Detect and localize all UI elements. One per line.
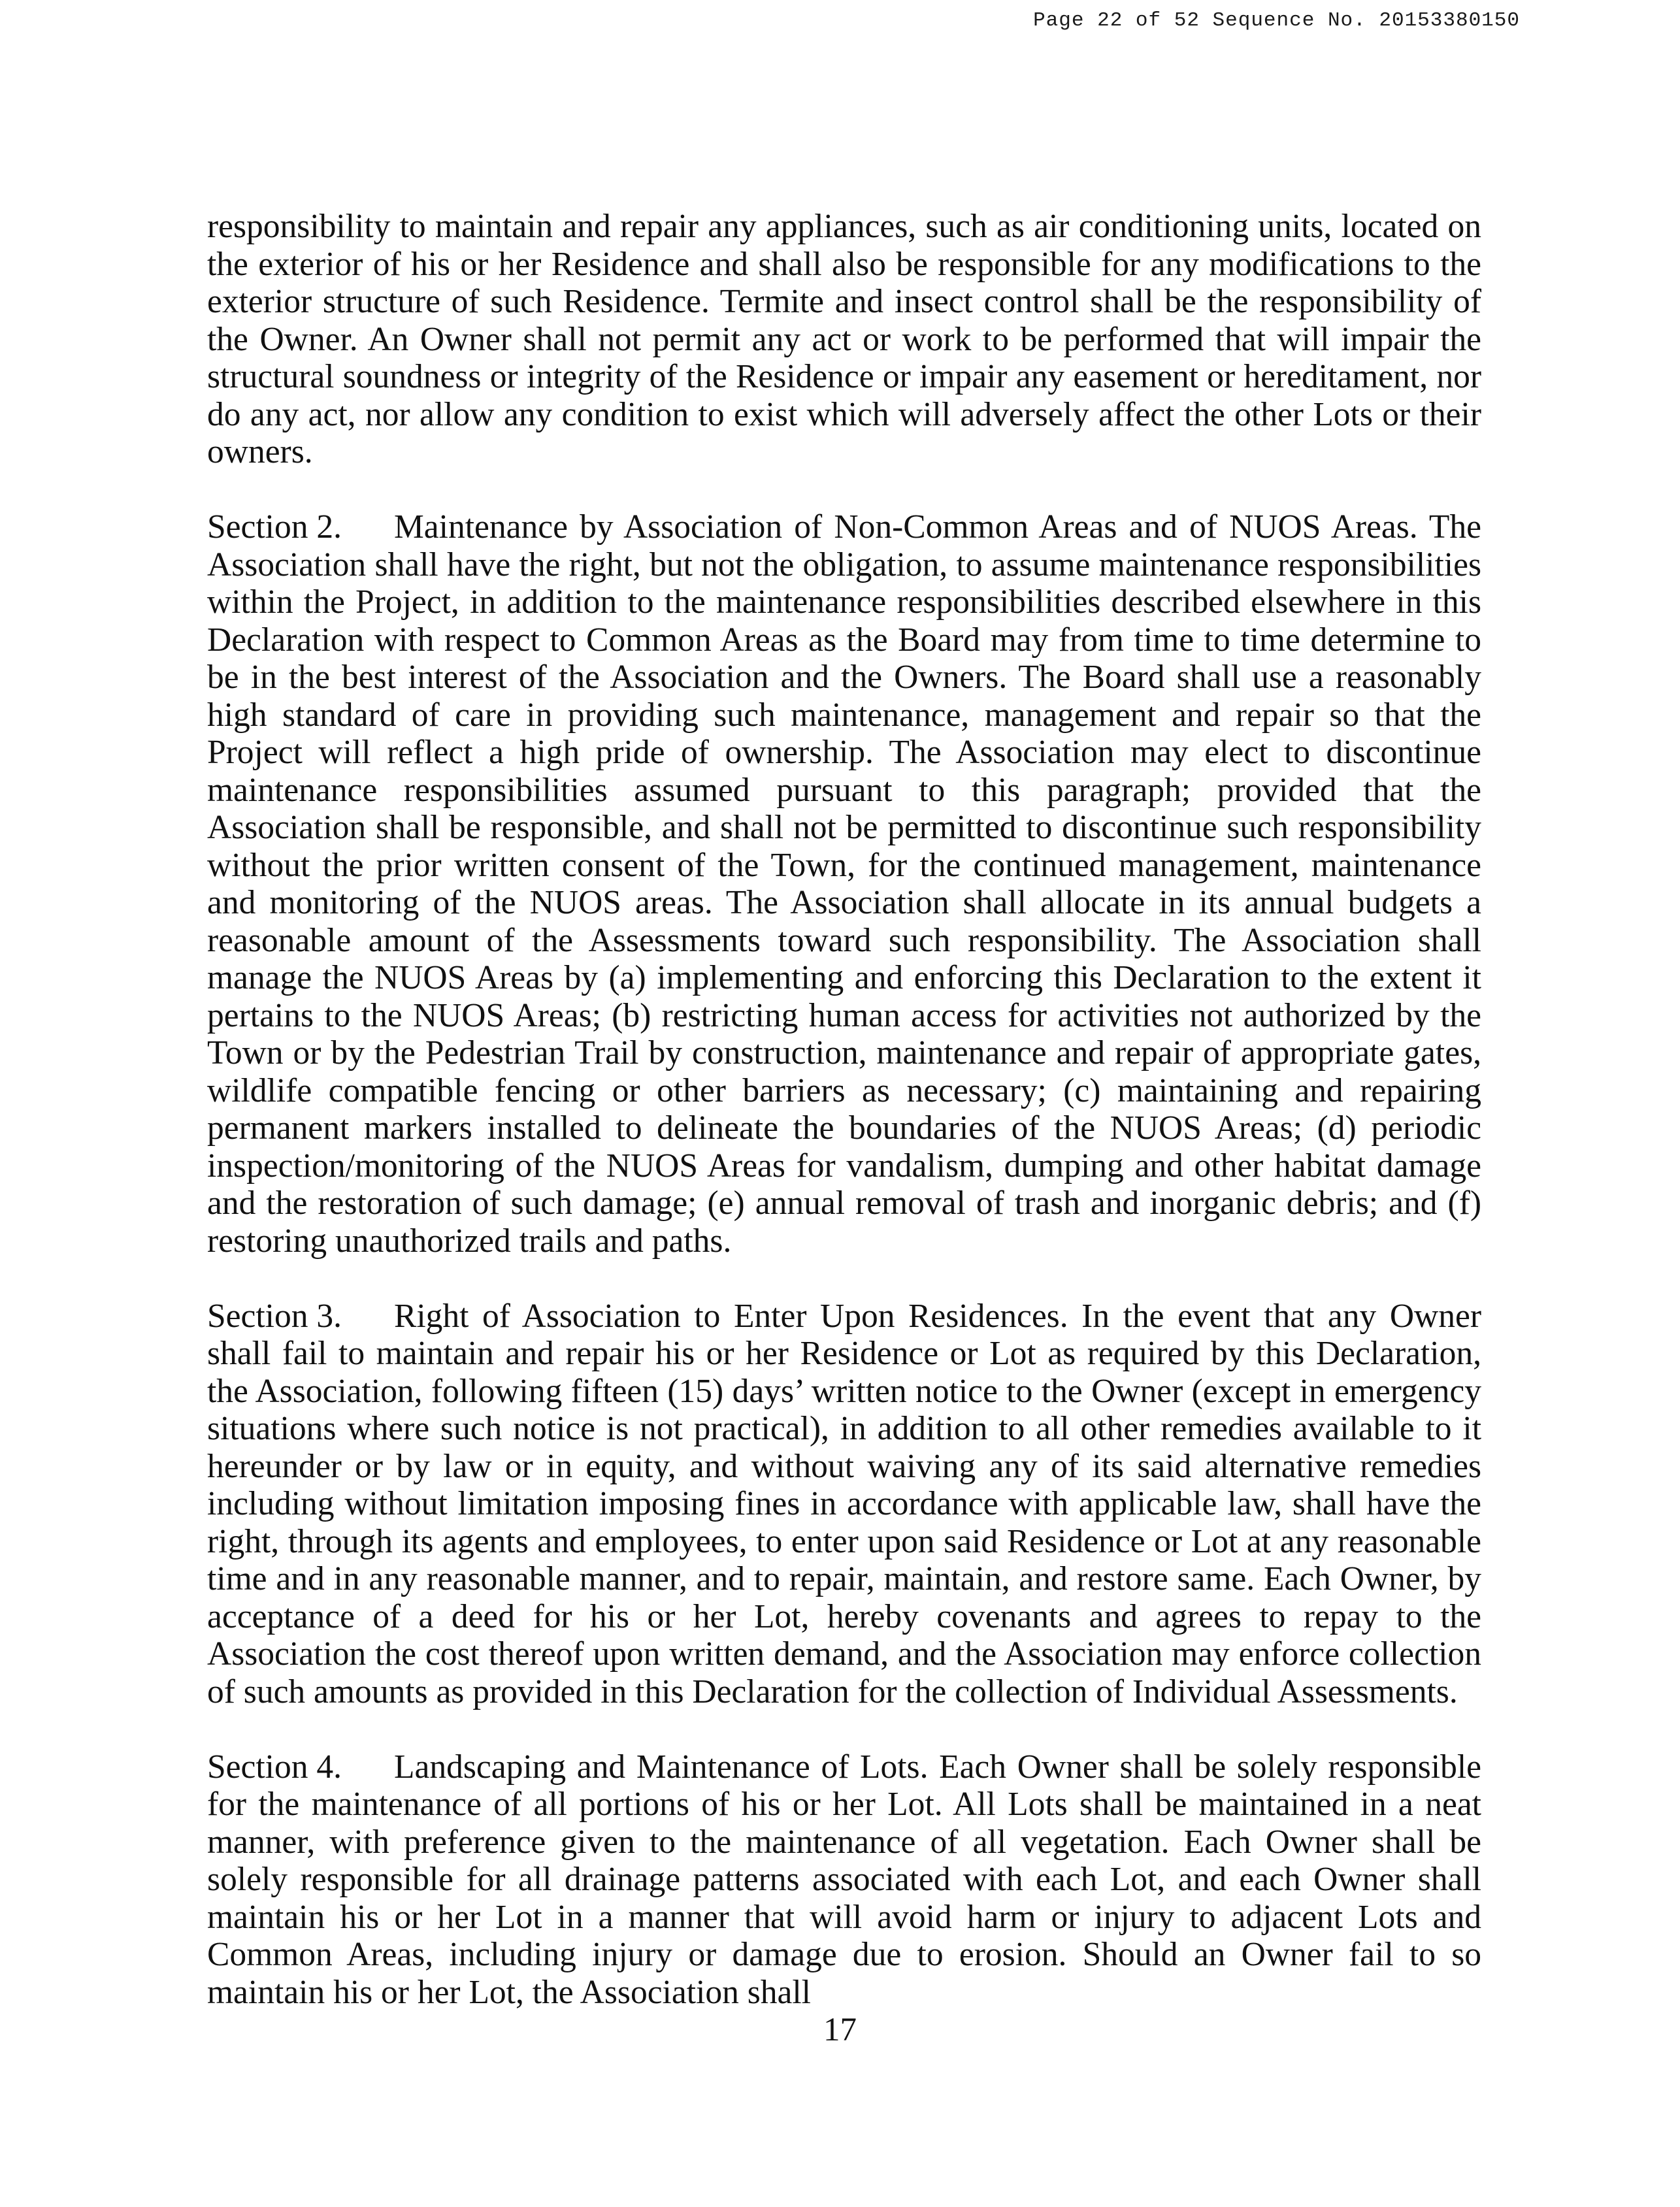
page-number: 17 [823, 2012, 857, 2048]
document-body [207, 208, 1481, 2049]
continuation-paragraph: responsibility to maintain and repair any appliances, such as air conditioning units, located on the exterior of his or her Residence and shall also be responsible for any modifications to the exterior structure of such Residence. Termite and insect control shall be the responsibility of the Owner. An Owner shall not permit any act or work to be performed that will impair the structural soundness or integrity of the Residence or impair any easement or hereditament, nor do any act, nor allow any condition to exist which will adversely affect the other Lots or their owners. [207, 208, 1481, 470]
section-4-heading: Section 4. [207, 1748, 342, 1786]
section-3-paragraph [207, 1298, 1481, 1711]
section-3-heading: Section 3. [207, 1297, 342, 1335]
section-2-text: Maintenance by Association of Non-Common Areas and of NUOS Areas. The Association shall have the right, but not the obligation, to assume maintenance responsibilities within the Project, in addition to the maintenance responsibilities described elsewhere in this Declaration with respect to Common Areas as the Board may from time to time determine to be in the best interest of the Association and the Owners. The Board shall use a reasonably high standard of care in providing such maintenance, management and repair so that the Project will reflect a high pride of ownership. The Association may elect to discontinue maintenance responsibilities assumed pursuant to this paragraph; provided that the Association shall be responsible, and shall not be permitted to discontinue such responsibility without the prior written consent of the Town, for the continued management, maintenance and monitoring of the NUOS areas. The Association shall allocate in its annual budgets a reasonable amount of the Assessments toward such responsibility. The Association shall manage the NUOS Areas by (a) implementing and enforcing this Declaration to the extent it pertains to the NUOS Areas; (b) restricting human access for activities not authorized by the Town or by the Pedestrian Trail by construction, maintenance and repair of appropriate gates, wildlife compatible fencing or other barriers as necessary; (c) maintaining and repairing permanent markers installed to delineate the boundaries of the NUOS Areas; (d) periodic inspection/monitoring of the NUOS Areas for vandalism, dumping and other habitat damage and the restoration of such damage; (e) annual removal of trash and inorganic debris; and (f) restoring unauthorized trails and paths. [207, 508, 1481, 1260]
page-sequence-header: Page 22 of 52 Sequence No. 20153380150 [1033, 9, 1520, 32]
section-4-paragraph [207, 1748, 1481, 2012]
section-4-text: Landscaping and Maintenance of Lots. Each Owner shall be solely responsible for the maintenance of all portions of his or her Lot. All Lots shall be maintained in a neat manner, with preference given to the maintenance of all vegetation. Each Owner shall be solely responsible for all drainage patterns associated with each Lot, and each Owner shall maintain his or her Lot in a manner that will avoid harm or injury to adjacent Lots and Common Areas, including injury or damage due to erosion. Should an Owner fail to so maintain his or her Lot, the Association shall [207, 1748, 1481, 2011]
section-2-heading: Section 2. [207, 508, 342, 546]
section-2-paragraph [207, 508, 1481, 1260]
section-3-text: Right of Association to Enter Upon Residences. In the event that any Owner shall fail to maintain and repair his or her Residence or Lot as required by this Declaration, the Association, following fifteen (15) days’ written notice to the Owner (except in emergency situations where such notice is not practical), in addition to all other remedies available to it hereunder or by law or in equity, and without waiving any of its said alternative remedies including without limitation imposing fines in accordance with applicable law, shall have the right, through its agents and employees, to enter upon said Residence or Lot at any reasonable time and in any reasonable manner, and to repair, maintain, and restore same. Each Owner, by acceptance of a deed for his or her Lot, hereby covenants and agrees to repay to the Association the cost thereof upon written demand, and the Association may enforce collection of such amounts as provided in this Declaration for the collection of Individual Assessments. [207, 1297, 1481, 1710]
